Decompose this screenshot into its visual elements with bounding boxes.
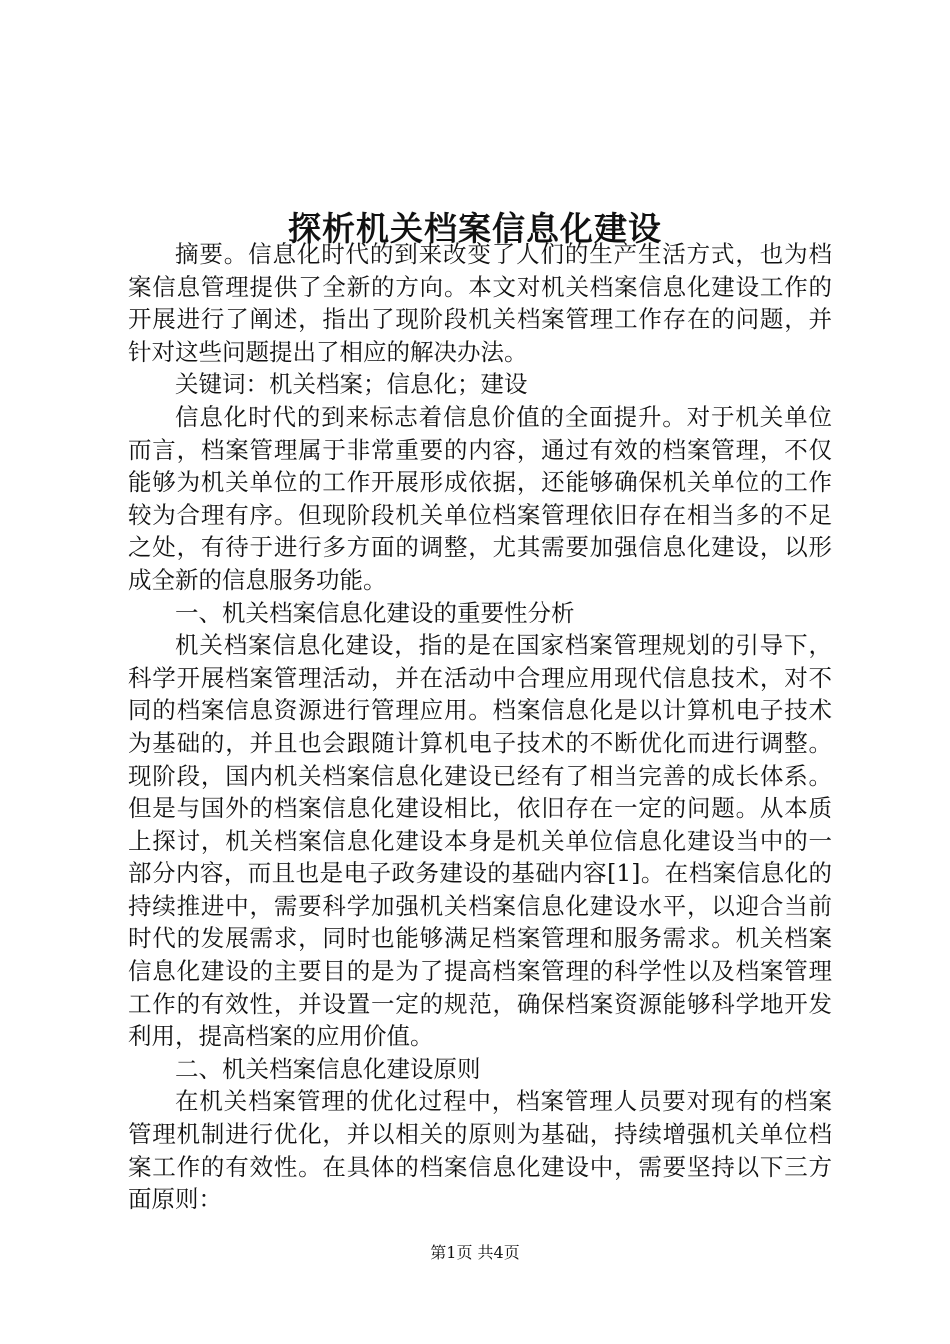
section-2-paragraph: 在机关档案管理的优化过程中，档案管理人员要对现有的档案管理机制进行优化，并以相关的原则为基础，持续增强机关单位档案工作的有效性。在具体的档案信息化建设中，需要坚持以下三方面原则： — [128, 1087, 832, 1214]
section-heading-1: 一、机关档案信息化建设的重要性分析 — [175, 598, 575, 627]
document-title: 探析机关档案信息化建设 — [288, 209, 662, 249]
keywords-paragraph: 关键词：机关档案；信息化；建设 — [175, 370, 528, 399]
section-heading-2: 二、机关档案信息化建设原则 — [175, 1054, 481, 1083]
intro-paragraph: 信息化时代的到来标志着信息价值的全面提升。对于机关单位而言，档案管理属于非常重要的内容，通过有效的档案管理，不仅能够为机关单位的工作开展形成依据，还能够确保机关单位的工作较为合理有序。但现阶段机关单位档案管理依旧存在相当多的不足之处，有待于进行多方面的调整，尤其需要加强信息化建设，以形成全新的信息服务功能。 — [128, 402, 832, 594]
section-1-paragraph: 机关档案信息化建设，指的是在国家档案管理规划的引导下，科学开展档案管理活动，并在活动中合理应用现代信息技术，对不同的档案信息资源进行管理应用。档案信息化是以计算机电子技术为基础的，并且也会跟随计算机电子技术的不断优化而进行调整。现阶段，国内机关档案信息化建设已经有了相当完善的成长体系。但是与国外的档案信息化建设相比，依旧存在一定的问题。从本质上探讨，机关档案信息化建设本身是机关单位信息化建设当中的一部分内容，而且也是电子政务建设的基础内容[1]。在档案信息化的持续推进中，需要科学加强机关档案信息化建设水平，以迎合当前时代的发展需求，同时也能够满足档案管理和服务需求。机关档案信息化建设的主要目的是为了提高档案管理的科学性以及档案管理工作的有效性，并设置一定的规范，确保档案资源能够科学地开发利用，提高档案的应用价值。 — [128, 631, 832, 1051]
abstract-paragraph: 摘要。信息化时代的到来改变了人们的生产生活方式，也为档案信息管理提供了全新的方向。本文对机关档案信息化建设工作的开展进行了阐述，指出了现阶段机关档案管理工作存在的问题，并针对这些问题提出了相应的解决办法。 — [128, 240, 832, 366]
document-body — [128, 238, 832, 1216]
page-footer: 第1页 共4页 — [430, 1243, 520, 1262]
